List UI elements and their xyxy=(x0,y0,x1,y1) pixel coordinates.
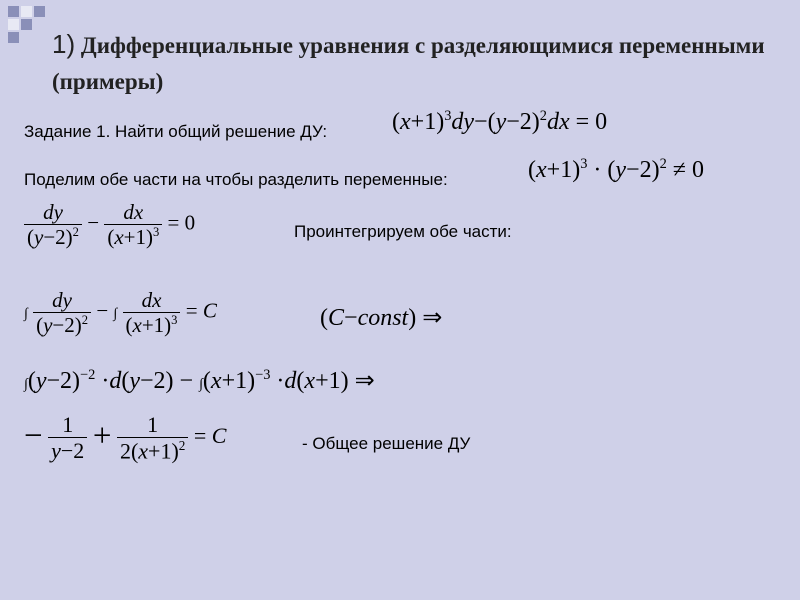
decor-square-1 xyxy=(8,6,19,17)
decor-square-2 xyxy=(21,6,32,17)
separated-equation: $\frac{dy}{(y-2)^2}$ − $\frac{dx}{(x+1)^3}$ = 0 xyxy=(24,200,195,249)
task-equation: $(x+1)^3dy-(y-2)^2dx = 0$ xyxy=(392,108,608,135)
slide-title xyxy=(52,26,772,100)
divide-condition: $(x+1)^3 \cdot (y-2)^2 \ne 0$ xyxy=(528,156,704,183)
integral-equation: ∫ $\frac{dy}{(y-2)^2}$ − ∫ $\frac{dx}{(x+1)^3}$ = C xyxy=(24,288,217,338)
integrate-label: Проинтегрируем обе части: xyxy=(294,222,512,241)
answer-label: - Общее решение ДУ xyxy=(302,434,471,453)
integral-powers: $\int(y-2)^{-2} \cdot d(y-2) - \int(x+1)^{-3} \cdot d(x+1)$ ⇒ xyxy=(24,367,375,394)
const-note: (C−const) ⇒ xyxy=(320,305,443,331)
answer-equation: − $\frac{1}{y-2}$ + $\frac{1}{2(x+1)^2}$ = C xyxy=(24,412,227,464)
decor-square-6 xyxy=(8,32,19,43)
decor-square-3 xyxy=(34,6,45,17)
decor-square-4 xyxy=(8,19,19,30)
task-label: Задание 1. Найти общий решение ДУ: xyxy=(24,122,328,141)
divide-label: Поделим обе части на чтобы разделить переменные: xyxy=(24,170,448,189)
decor-square-5 xyxy=(21,19,32,30)
title-text: Дифференциальные уравнения с разделяющимися переменными (примеры) xyxy=(52,33,765,94)
title-number: 1) xyxy=(52,29,76,59)
